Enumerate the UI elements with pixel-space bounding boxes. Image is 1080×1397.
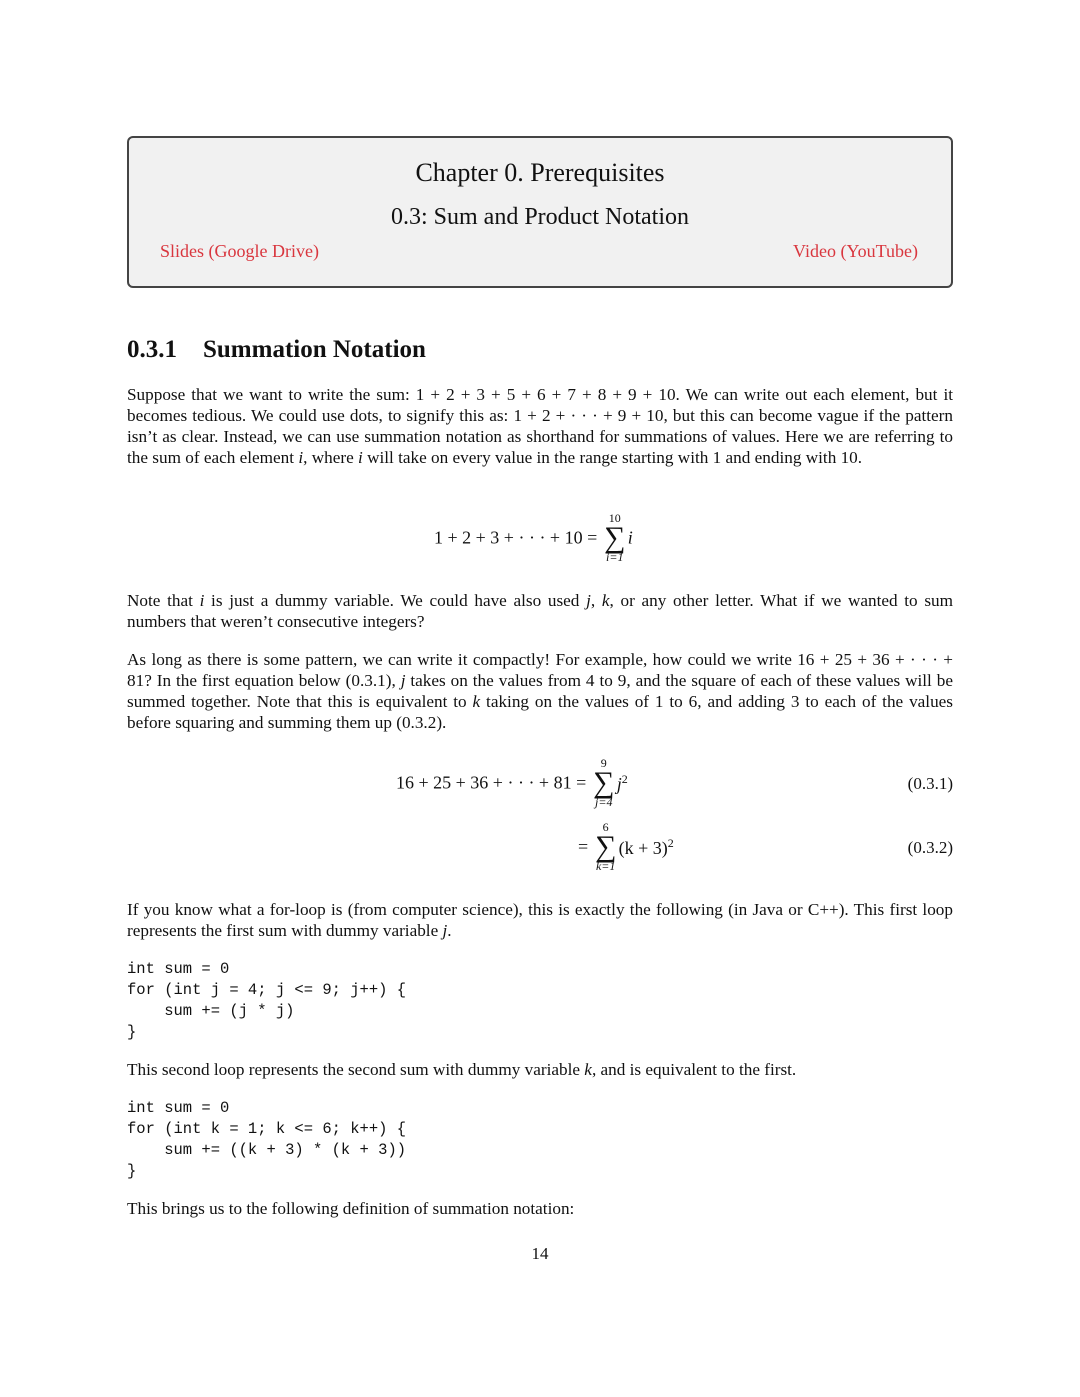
- code-block-k-loop: int sum = 0 for (int k = 1; k <= 6; k++) { sum += ((k + 3) * (k + 3)) }: [127, 1099, 407, 1180]
- equation-term: j: [616, 773, 622, 794]
- upper-limit: 9: [600, 756, 607, 770]
- sigma-symbol: 9 ∑ j=4: [591, 757, 617, 809]
- equation-label: (0.3.2): [907, 838, 953, 857]
- paragraph: [127, 1059, 953, 1080]
- paragraph: [127, 384, 953, 468]
- paragraph: [127, 590, 953, 632]
- paragraph: [127, 1198, 953, 1219]
- text-run: .: [447, 921, 452, 940]
- math-variable: j: [586, 591, 591, 610]
- sigma-symbol: 6 ∑ k=1: [593, 821, 619, 873]
- text-run: If you know what a for-loop is (from computer science), this is exactly the following (in Java or C++). This first loop represents the first sum with dummy variable: [127, 900, 953, 940]
- text-run: taking on the values of 1 to 6, and adding 3 to each of the values before squaring and summing them up (0.3.2).: [127, 692, 953, 732]
- math-variable: i: [298, 448, 304, 467]
- video-link[interactable]: Video (YouTube): [793, 241, 918, 261]
- exponent: 2: [667, 835, 674, 850]
- page-number: 14: [531, 1244, 549, 1263]
- upper-limit: 6: [602, 820, 609, 834]
- text-run: As long as there is some pattern, we can write it compactly! For example, how could we write 16 + 25 + 36 + · · · + 81? In the first equation below (0.3.1),: [127, 650, 953, 690]
- equation-lhs: 16 + 25 + 36 + · · · + 81 =: [396, 772, 587, 793]
- code-block-j-loop: int sum = 0 for (int j = 4; j <= 9; j++) { sum += (j * j) }: [127, 960, 407, 1041]
- math-variable: j: [442, 921, 448, 940]
- math-variable: k: [584, 1060, 592, 1079]
- exponent: 2: [621, 771, 628, 786]
- equation-lhs: =: [578, 836, 589, 857]
- equation-0-3-1: [396, 757, 628, 809]
- chapter-title: Chapter 0. Prerequisites: [415, 158, 665, 187]
- text-run: will take on every value in the range starting with 1 and ending with 10.: [362, 448, 863, 467]
- equation-0-3-2: [578, 821, 674, 873]
- text-run: , where: [303, 448, 359, 467]
- equation-lhs: 1 + 2 + 3 + · · · + 10 =: [434, 527, 598, 548]
- section-heading-title: Summation Notation: [203, 336, 426, 363]
- section-number: 0.3.1: [127, 336, 177, 363]
- text-run: is just a dummy variable. We could have also used: [204, 591, 587, 610]
- math-variable: i: [358, 448, 363, 467]
- lower-limit: j=4: [595, 795, 613, 809]
- text-run: This brings us to the following definition of summation notation:: [127, 1199, 575, 1218]
- text-run: This second loop represents the second sum with dummy variable: [127, 1060, 585, 1079]
- equation-sum-i: [434, 512, 633, 564]
- sigma-symbol: 10 ∑ i=1: [602, 512, 628, 564]
- text-run: Note that: [127, 591, 200, 610]
- section-heading: [127, 336, 426, 364]
- chapter-header-box: [127, 136, 953, 288]
- math-variable: i: [199, 591, 205, 610]
- lower-limit: i=1: [606, 550, 624, 564]
- lower-limit: k=1: [595, 859, 616, 873]
- math-variable: k: [472, 692, 481, 711]
- text-run: Suppose that we want to write the sum: 1 + 2 + 3 + 5 + 6 + 7 + 8 + 9 + 10. We can write out each element, but it becomes tedious. We could use dots, to signify this as: 1 + 2 + · · · + 9 + 10, but this can become vague if the pattern isn’t as clear. Instead, we can use summation notation as shorthand for summations of values. Here we are referring to the sum of each element: [127, 385, 953, 467]
- text-run: , and is equivalent to the first.: [591, 1060, 797, 1079]
- text-run: , or any other letter. What if we wanted to sum numbers that weren’t consecutive integers?: [127, 591, 953, 631]
- equation-term: i: [627, 527, 633, 548]
- paragraph: [127, 649, 953, 733]
- slides-link[interactable]: Slides (Google Drive): [160, 241, 319, 261]
- text-run: ,: [590, 591, 602, 610]
- math-variable: k: [601, 591, 610, 610]
- section-title: 0.3: Sum and Product Notation: [391, 204, 689, 230]
- text-run: takes on the values from 4 to 9, and the square of each of these values will be summed together. Note that this is equivalent to: [127, 671, 953, 711]
- upper-limit: 10: [608, 511, 621, 525]
- math-variable: j: [400, 671, 406, 690]
- equation-term: (k + 3): [618, 837, 668, 858]
- equation-label: (0.3.1): [907, 774, 953, 793]
- paragraph: [127, 899, 953, 941]
